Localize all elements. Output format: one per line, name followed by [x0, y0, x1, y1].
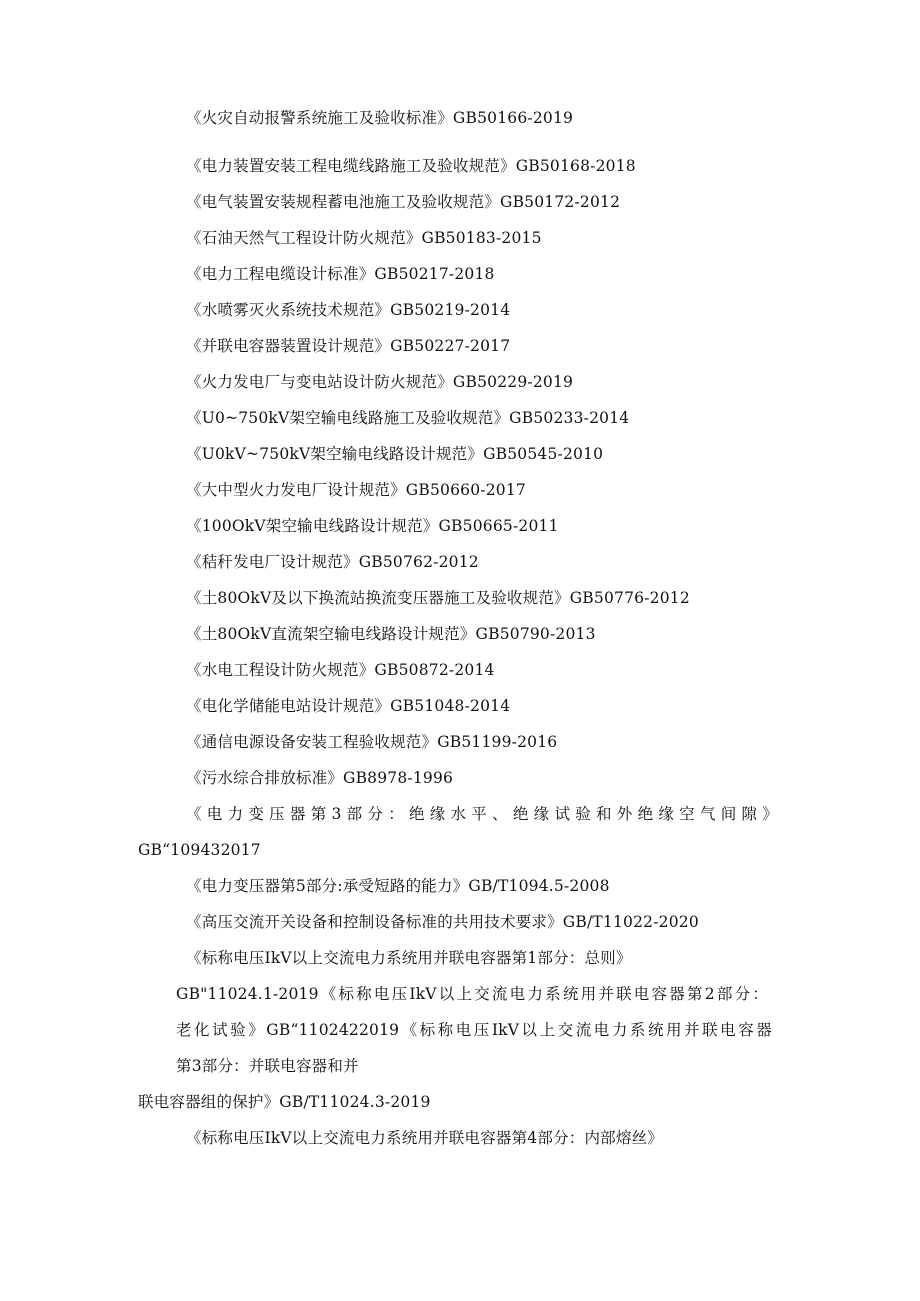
standard-line: 《火力发电厂与变电站设计防火规范》GB50229-2019 — [186, 373, 574, 391]
standard-line: 《污水综合排放标准》GB8978-1996 — [186, 769, 454, 787]
standard-line: 《电力变压器第5部分:承受短路的能力》GB/T1094.5-2008 — [186, 877, 610, 895]
standard-line: 《水电工程设计防火规范》GB50872-2014 — [186, 661, 495, 679]
standard-line: 《高压交流开关设备和控制设备标准的共用技术要求》GB/T11022-2020 — [186, 913, 699, 931]
standard-line: 《标称电压IkV以上交流电力系统用并联电容器第4部分：内部熔丝》 — [186, 1129, 663, 1147]
standard-line: 《标称电压IkV以上交流电力系统用并联电容器第1部分：总则》 — [186, 949, 632, 967]
standard-line: GB“109432017 — [138, 841, 261, 859]
standard-line: 联电容器组的保护》GB/T11024.3-2019 — [138, 1093, 431, 1111]
standard-line: 《100OkV架空输电线路设计规范》GB50665-2011 — [186, 517, 559, 535]
standard-line: 《电力变压器第3部分：绝缘水平、绝缘试验和外绝缘空气间隙》 — [186, 805, 778, 823]
standard-line: GB"11024.1-2019《标称电压IkV以上交流电力系统用并联电容器第2部分： — [176, 985, 768, 1003]
standard-line: 老化试验》GB“1102422019《标称电压IkV以上交流电力系统用并联电容器 — [176, 1021, 772, 1039]
standard-line: 《U0kV~750kV架空输电线路设计规范》GB50545-2010 — [186, 445, 604, 463]
standard-line: 《火灾自动报警系统施工及验收标准》GB50166-2019 — [186, 109, 574, 127]
standard-line: 《电力工程电缆设计标准》GB50217-2018 — [186, 265, 495, 283]
standard-line: 第3部分：并联电容器和并 — [176, 1057, 359, 1075]
standard-line: 《水喷雾灭火系统技术规范》GB50219-2014 — [186, 301, 511, 319]
standard-line: 《石油天然气工程设计防火规范》GB50183-2015 — [186, 229, 542, 247]
standard-line: 《土80OkV直流架空输电线路设计规范》GB50790-2013 — [186, 625, 596, 643]
standard-line: 《秸秆发电厂设计规范》GB50762-2012 — [186, 553, 479, 571]
standard-line: 《土80OkV及以下换流站换流变压器施工及验收规范》GB50776-2012 — [186, 589, 690, 607]
standard-line: 《大中型火力发电厂设计规范》GB50660-2017 — [186, 481, 526, 499]
standard-line: 《电化学储能电站设计规范》GB51048-2014 — [186, 697, 511, 715]
standard-line: 《通信电源设备安装工程验收规范》GB51199-2016 — [186, 733, 558, 751]
standard-line: 《电力装置安装工程电缆线路施工及验收规范》GB50168-2018 — [186, 157, 636, 175]
standard-line: 《并联电容器装置设计规范》GB50227-2017 — [186, 337, 511, 355]
standard-line: 《U0~750kV架空输电线路施工及验收规范》GB50233-2014 — [186, 409, 630, 427]
standard-line: 《电气装置安装规程蓄电池施工及验收规范》GB50172-2012 — [186, 193, 621, 211]
